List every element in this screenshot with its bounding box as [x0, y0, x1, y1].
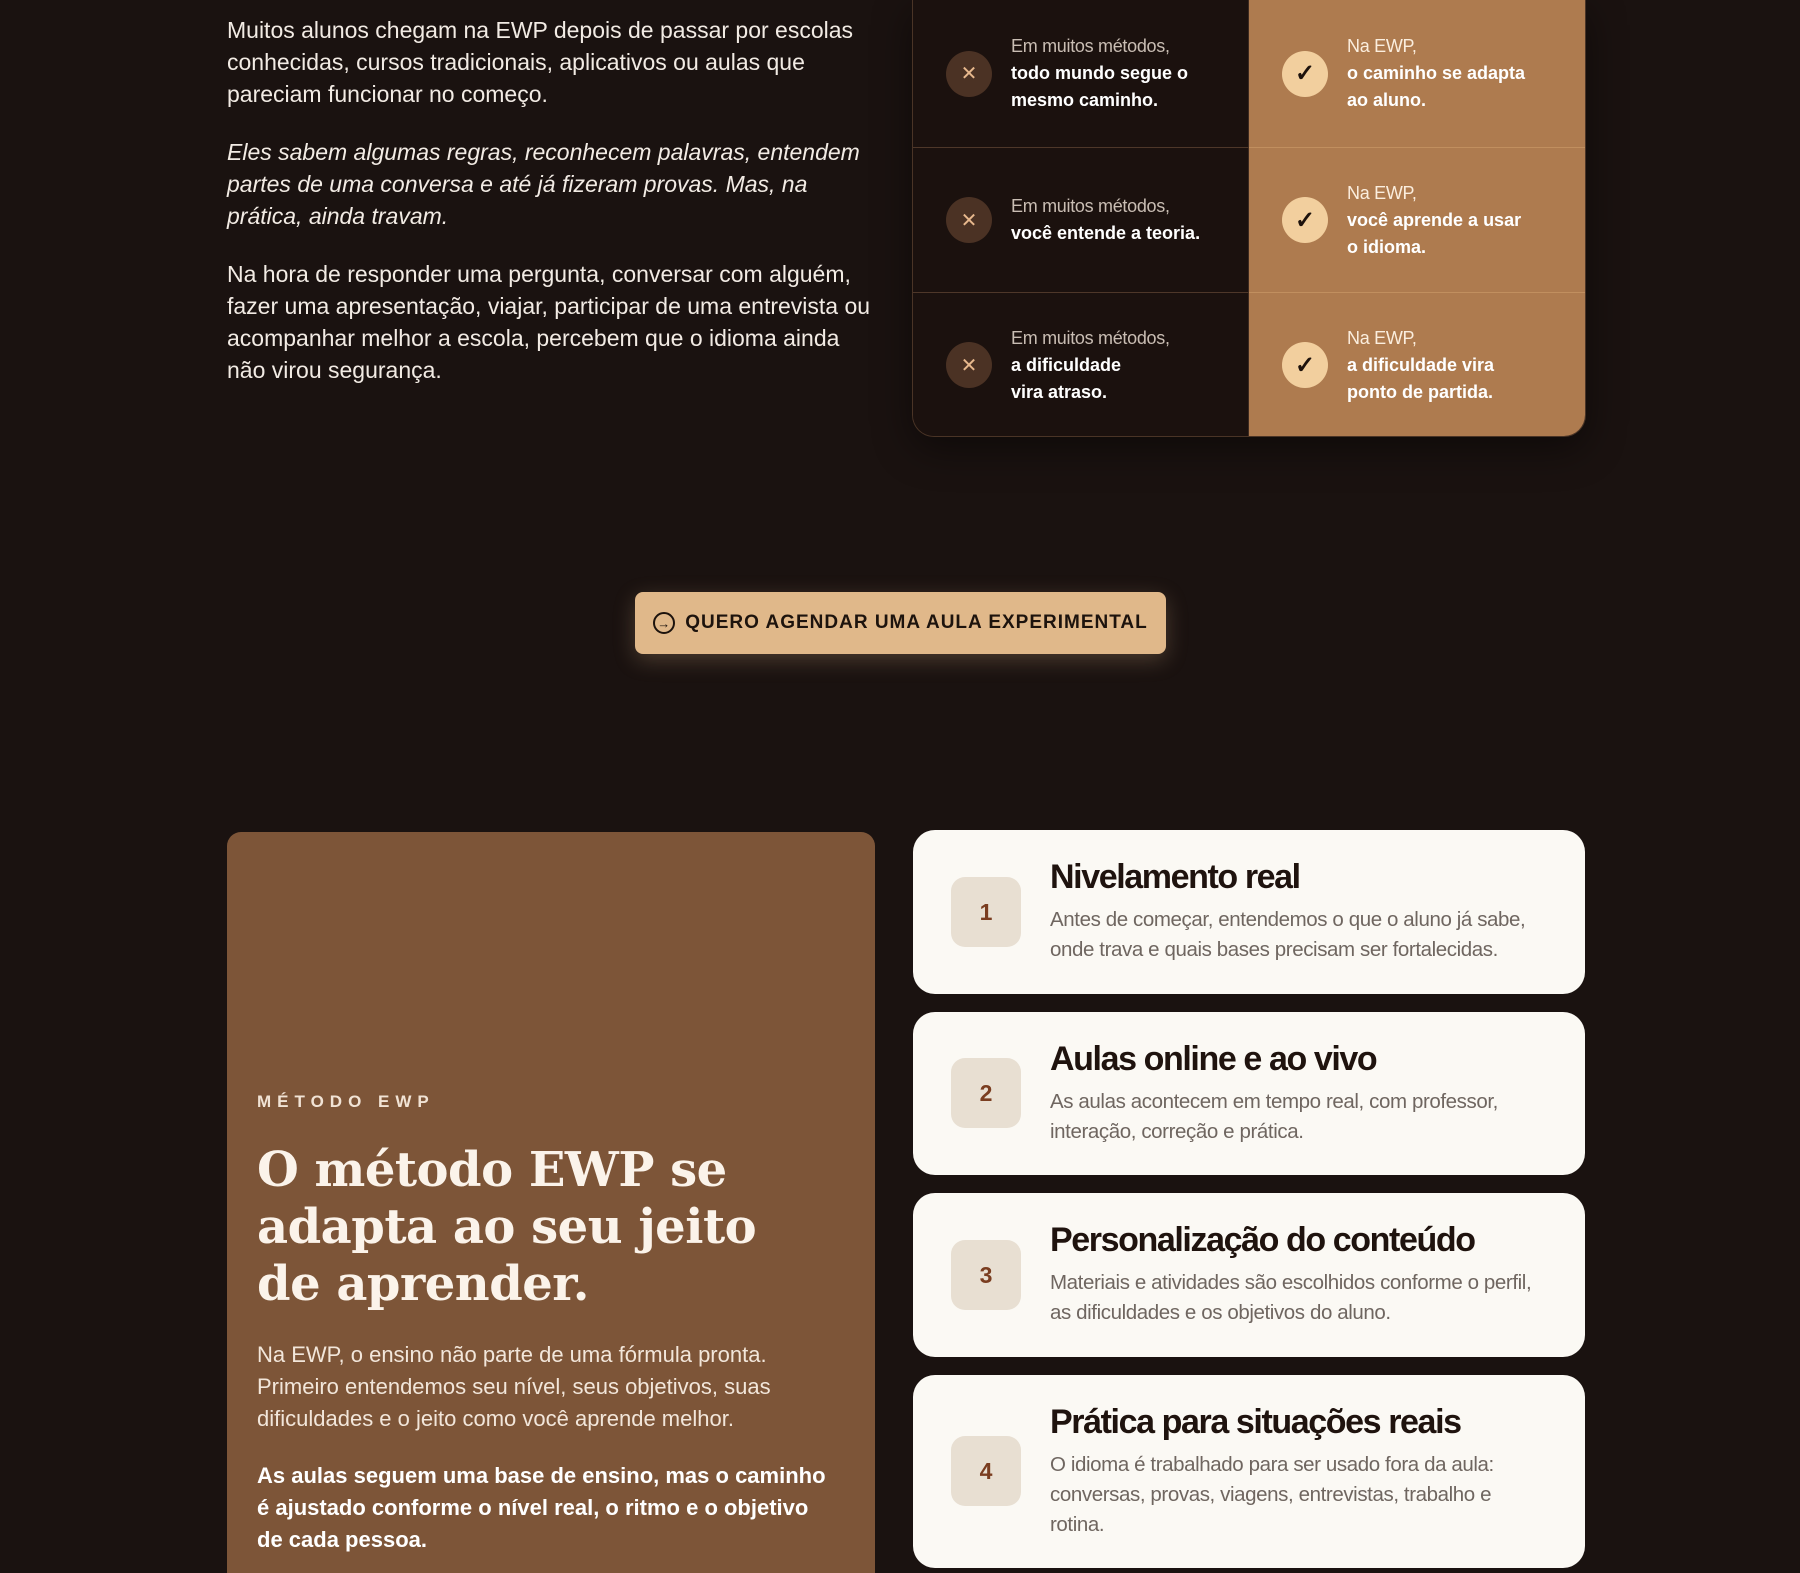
- comparison-table: [912, 0, 1586, 437]
- comparison-prefix: Na EWP,: [1347, 36, 1417, 56]
- comparison-prefix: Em muitos métodos,: [1011, 36, 1170, 56]
- cta-label: QUERO AGENDAR UMA AULA EXPERIMENTAL: [685, 612, 1148, 633]
- comparison-statement: a dificuldade vira: [1347, 354, 1495, 375]
- comparison-cell-ewp: [1249, 292, 1586, 437]
- step-title: Personalização do conteúdo: [1050, 1221, 1475, 1259]
- comparison-statement: todo mundo segue o: [1011, 63, 1188, 83]
- step-number: 4: [951, 1436, 1021, 1506]
- x-icon: ✕: [946, 51, 992, 97]
- x-icon: ✕: [946, 197, 992, 243]
- comparison-cell-others: [913, 147, 1249, 292]
- comparison-prefix: Em muitos métodos,: [1011, 196, 1170, 216]
- comparison-cell-ewp: [1249, 0, 1586, 147]
- step-title: Nivelamento real: [1050, 858, 1300, 896]
- check-icon: ✓: [1282, 51, 1328, 97]
- comparison-statement: você aprende a usar: [1347, 209, 1522, 230]
- step-description: Antes de começar, entendemos o que o aluno já sabe, onde trava e quais bases precisam ser fortalecidas.: [1050, 908, 1526, 961]
- comparison-prefix: Na EWP,: [1347, 182, 1417, 203]
- intro-paragraph-1: Muitos alunos chegam na EWP depois de passar por escolas conhecidas, cursos tradicionais, aplicativos ou aulas que pareciam funcionar no começo.: [227, 17, 854, 107]
- comparison-statement: a dificuldade: [1011, 354, 1122, 375]
- comparison-statement: o caminho se adapta: [1347, 63, 1526, 83]
- step-description: Materiais e atividades são escolhidos conforme o perfil, as dificuldades e os objetivos do aluno.: [1050, 1271, 1532, 1324]
- comparison-cell-others: [913, 292, 1249, 437]
- section-lead: Na EWP, o ensino não parte de uma fórmula pronta. Primeiro entendemos seu nível, seus objetivos, suas dificuldades e o jeito como você aprende melhor.: [257, 1342, 771, 1431]
- comparison-statement: ao aluno.: [1347, 90, 1427, 110]
- check-icon: ✓: [1282, 342, 1328, 388]
- comparison-prefix: Em muitos métodos,: [1011, 327, 1170, 348]
- intro-paragraph-2: Eles sabem algumas regras, reconhecem palavras, entendem partes de uma conversa e até já fizeram provas. Mas, na prática, ainda travam.: [227, 139, 860, 229]
- comparison-prefix: Na EWP,: [1347, 327, 1417, 348]
- intro-paragraph-3: Na hora de responder uma pergunta, conversar com alguém, fazer uma apresentação, viajar, participar de uma entrevista ou acompanhar melhor a escola, percebem que o idioma ainda não virou segurança.: [227, 261, 871, 383]
- step-title: Prática para situações reais: [1050, 1403, 1461, 1441]
- step-title: Aulas online e ao vivo: [1050, 1040, 1377, 1078]
- step-number: 3: [951, 1240, 1021, 1310]
- step-description: O idioma é trabalhado para ser usado fora da aula: conversas, provas, viagens, entrevistas, trabalho e rotina.: [1050, 1453, 1494, 1536]
- comparison-statement: ponto de partida.: [1347, 381, 1493, 402]
- comparison-cell-others: [913, 0, 1249, 147]
- comparison-statement: o idioma.: [1347, 236, 1427, 257]
- check-icon: ✓: [1282, 197, 1328, 243]
- step-description: As aulas acontecem em tempo real, com professor, interação, correção e prática.: [1050, 1090, 1498, 1143]
- section-eyebrow: MÉTODO EWP: [257, 1092, 435, 1111]
- section-emphasis: As aulas seguem uma base de ensino, mas o caminho é ajustado conforme o nível real, o ritmo e o objetivo de cada pessoa.: [257, 1463, 826, 1552]
- intro-text: [227, 14, 877, 412]
- step-card: [913, 830, 1585, 994]
- comparison-cell-ewp: [1249, 147, 1586, 292]
- schedule-trial-class-button[interactable]: [635, 592, 1166, 654]
- comparison-statement: vira atraso.: [1011, 381, 1108, 402]
- x-icon: ✕: [946, 342, 992, 388]
- comparison-statement: mesmo caminho.: [1011, 90, 1159, 110]
- step-number: 1: [951, 877, 1021, 947]
- section-title: O método EWP se adapta ao seu jeito de aprender.: [257, 1142, 757, 1312]
- arrow-circle-right-icon: →: [653, 612, 675, 634]
- step-card: [913, 1375, 1585, 1568]
- method-card: [227, 832, 875, 1573]
- step-card: [913, 1012, 1585, 1175]
- comparison-statement: você entende a teoria.: [1011, 223, 1201, 243]
- step-card: [913, 1193, 1585, 1357]
- step-number: 2: [951, 1058, 1021, 1128]
